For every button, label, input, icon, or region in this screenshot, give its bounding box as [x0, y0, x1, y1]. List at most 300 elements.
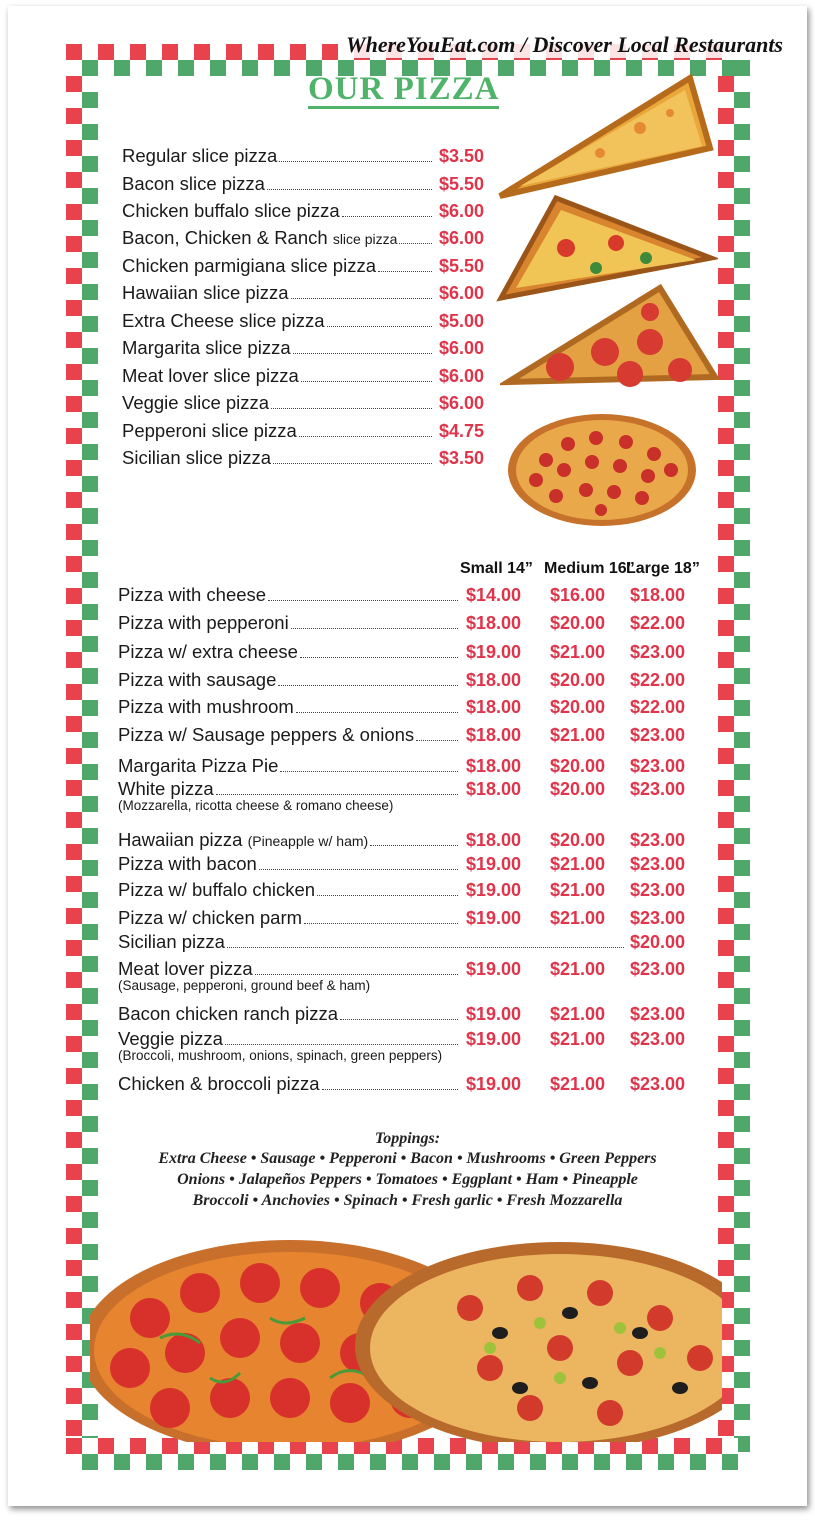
border-square	[718, 780, 734, 796]
pie-name: Bacon chicken ranch pizza	[118, 1003, 339, 1024]
border-square	[594, 1454, 610, 1470]
border-square	[66, 1308, 82, 1324]
border-square	[82, 348, 98, 364]
pie-price-medium: $20.00	[550, 613, 606, 633]
border-square	[354, 1454, 370, 1470]
border-square	[722, 1454, 738, 1470]
border-square	[734, 460, 750, 476]
pie-price-medium: $21.00	[550, 642, 606, 662]
border-square	[66, 1052, 82, 1068]
border-square	[734, 1084, 750, 1100]
pie-suffix: (Pineapple w/ ham)	[247, 833, 369, 849]
slice-price: $3.50	[438, 146, 484, 166]
border-square	[82, 1020, 98, 1036]
border-square	[514, 1454, 530, 1470]
border-square	[562, 1454, 578, 1470]
border-square	[718, 236, 734, 252]
border-square	[66, 668, 82, 684]
pie-price-large: $23.00	[630, 725, 686, 745]
pie-item	[118, 907, 686, 929]
border-square	[66, 1100, 82, 1116]
border-square	[734, 316, 750, 332]
border-square	[718, 716, 734, 732]
border-square	[66, 204, 82, 220]
slice-name: Chicken buffalo slice pizza	[122, 200, 340, 221]
border-square	[66, 1438, 82, 1454]
pie-price-small: $19.00	[466, 854, 522, 874]
border-square	[734, 1244, 750, 1260]
border-square	[98, 1454, 114, 1470]
border-square	[98, 44, 114, 60]
border-square	[82, 476, 98, 492]
border-square	[734, 1036, 750, 1052]
border-square	[734, 572, 750, 588]
border-square	[130, 60, 146, 76]
border-square	[82, 140, 98, 156]
border-square	[210, 60, 226, 76]
border-square	[386, 1454, 402, 1470]
border-square	[66, 1244, 82, 1260]
border-square	[66, 1228, 82, 1244]
border-square	[114, 1454, 130, 1470]
border-square	[734, 892, 750, 908]
border-square	[82, 300, 98, 316]
slice-item	[122, 173, 484, 195]
border-square	[718, 1004, 734, 1020]
pie-price-large: $23.00	[630, 1074, 686, 1094]
border-square	[734, 76, 750, 92]
border-square	[258, 60, 274, 76]
pie-price-medium: $21.00	[550, 959, 606, 979]
border-square	[734, 428, 750, 444]
pie-price-large: $23.00	[630, 959, 686, 979]
border-square	[718, 492, 734, 508]
border-square	[66, 940, 82, 956]
slice-price: $6.00	[438, 283, 484, 303]
border-square	[718, 860, 734, 876]
border-square	[82, 892, 98, 908]
pie-price-large: $23.00	[630, 642, 686, 662]
border-square	[718, 748, 734, 764]
pie-item	[118, 1028, 686, 1050]
border-square	[734, 444, 750, 460]
border-square	[434, 1454, 450, 1470]
slice-name: Extra Cheese slice pizza	[122, 310, 325, 331]
border-square	[734, 524, 750, 540]
slice-price: $6.00	[438, 366, 484, 386]
border-square	[66, 1324, 82, 1340]
border-square	[66, 76, 82, 92]
border-square	[82, 716, 98, 732]
border-square	[66, 620, 82, 636]
border-square	[718, 1052, 734, 1068]
border-square	[82, 188, 98, 204]
slice-item	[122, 227, 484, 249]
slice-price: $6.00	[438, 201, 484, 221]
pie-name: Veggie pizza	[118, 1028, 223, 1049]
border-square	[734, 380, 750, 396]
border-square	[82, 1100, 98, 1116]
border-square	[210, 44, 226, 60]
border-square	[66, 1292, 82, 1308]
border-square	[734, 1324, 750, 1340]
border-square	[734, 172, 750, 188]
border-square	[718, 620, 734, 636]
slice-price: $5.00	[438, 311, 484, 331]
pie-price-large: $23.00	[630, 779, 686, 799]
pie-price-large: $18.00	[630, 585, 686, 605]
border-square	[66, 1454, 82, 1470]
pie-price-small: $19.00	[466, 880, 522, 900]
border-square	[82, 108, 98, 124]
pie-price-small: $19.00	[466, 959, 522, 979]
border-square	[734, 1356, 750, 1372]
slice-item	[122, 420, 484, 442]
border-square	[66, 236, 82, 252]
border-square	[734, 220, 750, 236]
pie-price-medium: $21.00	[550, 1004, 606, 1024]
border-square	[82, 572, 98, 588]
border-square	[734, 668, 750, 684]
border-square	[66, 92, 82, 108]
slice-price: $6.00	[438, 393, 484, 413]
border-square	[578, 1454, 594, 1470]
pie-note: (Broccoli, mushroom, onions, spinach, green peppers)	[118, 1048, 443, 1063]
border-square	[66, 684, 82, 700]
slice-price: $5.50	[438, 256, 484, 276]
pie-price-large: $23.00	[630, 830, 686, 850]
border-square	[82, 60, 98, 76]
pie-price-small: $19.00	[466, 642, 522, 662]
border-square	[82, 812, 98, 828]
border-square	[82, 316, 98, 332]
border-square	[258, 1454, 274, 1470]
size-header-small: Small 14”	[460, 560, 533, 577]
border-square	[734, 556, 750, 572]
border-square	[734, 1212, 750, 1228]
border-square	[82, 1036, 98, 1052]
pie-name: Pizza with mushroom	[118, 696, 294, 717]
border-square	[718, 1212, 734, 1228]
border-square	[274, 44, 290, 60]
pie-price-small: $18.00	[466, 779, 522, 799]
border-square	[290, 44, 306, 60]
slice-price: $5.50	[438, 174, 484, 194]
border-square	[466, 1454, 482, 1470]
border-square	[718, 1100, 734, 1116]
border-square	[718, 172, 734, 188]
border-square	[66, 812, 82, 828]
border-square	[734, 1276, 750, 1292]
border-square	[734, 604, 750, 620]
pie-name: White pizza	[118, 778, 214, 799]
border-square	[734, 108, 750, 124]
border-square	[82, 604, 98, 620]
pie-name: Pizza with sausage	[118, 669, 277, 690]
pie-item	[118, 931, 686, 953]
border-square	[66, 604, 82, 620]
border-square	[146, 60, 162, 76]
border-square	[82, 684, 98, 700]
border-square	[66, 428, 82, 444]
border-square	[734, 1308, 750, 1324]
border-square	[242, 60, 258, 76]
border-square	[66, 876, 82, 892]
pie-price-small: $18.00	[466, 613, 522, 633]
border-square	[322, 1454, 338, 1470]
pie-price-large: $23.00	[630, 854, 686, 874]
border-square	[66, 1420, 82, 1436]
border-square	[66, 1084, 82, 1100]
slice-name: Pepperoni slice pizza	[122, 420, 297, 441]
border-square	[82, 1068, 98, 1084]
border-square	[322, 44, 338, 60]
border-square	[130, 1454, 146, 1470]
border-square	[66, 860, 82, 876]
border-square	[718, 876, 734, 892]
border-square	[498, 1454, 514, 1470]
border-square	[66, 524, 82, 540]
border-square	[66, 1260, 82, 1276]
border-square	[146, 1454, 162, 1470]
bottom-pizzas-image	[90, 1238, 722, 1442]
slice-name: Regular slice pizza	[122, 145, 278, 166]
border-square	[66, 716, 82, 732]
slice-price: $6.00	[438, 228, 484, 248]
border-square	[82, 556, 98, 572]
border-square	[66, 1004, 82, 1020]
pie-price-medium: $20.00	[550, 830, 606, 850]
border-square	[734, 732, 750, 748]
pie-price-medium: $21.00	[550, 908, 606, 928]
border-square	[82, 780, 98, 796]
border-square	[194, 44, 210, 60]
border-square	[718, 428, 734, 444]
pie-name: Pizza with cheese	[118, 584, 267, 605]
border-square	[66, 316, 82, 332]
border-square	[162, 1454, 178, 1470]
border-square	[82, 620, 98, 636]
border-square	[306, 1454, 322, 1470]
pie-item	[118, 669, 686, 691]
border-square	[82, 172, 98, 188]
border-square	[402, 1454, 418, 1470]
border-square	[82, 668, 98, 684]
pie-price-medium: $21.00	[550, 1029, 606, 1049]
border-square	[734, 284, 750, 300]
border-square	[718, 140, 734, 156]
pie-price-medium: $21.00	[550, 1074, 606, 1094]
border-square	[226, 44, 242, 60]
border-square	[734, 492, 750, 508]
border-square	[674, 1454, 690, 1470]
slice-item	[122, 337, 484, 359]
border-square	[66, 300, 82, 316]
border-square	[718, 956, 734, 972]
border-square	[66, 796, 82, 812]
border-square	[66, 748, 82, 764]
border-square	[734, 396, 750, 412]
border-square	[718, 972, 734, 988]
border-square	[718, 812, 734, 828]
pie-item	[118, 696, 686, 718]
border-square	[82, 124, 98, 140]
border-square	[82, 268, 98, 284]
border-square	[82, 748, 98, 764]
border-square	[66, 732, 82, 748]
border-square	[178, 44, 194, 60]
border-square	[66, 540, 82, 556]
border-square	[718, 508, 734, 524]
slice-suffix: slice pizza	[332, 231, 398, 247]
border-square	[66, 476, 82, 492]
border-square	[734, 1260, 750, 1276]
border-square	[718, 412, 734, 428]
border-square	[530, 1454, 546, 1470]
toppings-line: Broccoli • Anchovies • Spinach • Fresh garlic • Fresh Mozzarella	[192, 1192, 623, 1209]
border-square	[734, 812, 750, 828]
border-square	[66, 44, 82, 60]
pie-price-small: $19.00	[466, 1004, 522, 1024]
pie-price-large: $23.00	[630, 1029, 686, 1049]
border-square	[734, 1292, 750, 1308]
pie-item	[118, 829, 686, 851]
border-square	[178, 1454, 194, 1470]
pie-item	[118, 584, 686, 606]
border-square	[734, 860, 750, 876]
pie-name: Pizza with bacon	[118, 853, 257, 874]
toppings-line: Onions • Jalapeños Peppers • Tomatoes • Eggplant • Ham • Pineapple	[177, 1171, 638, 1188]
border-square	[718, 1020, 734, 1036]
border-square	[642, 1454, 658, 1470]
border-square	[242, 44, 258, 60]
border-square	[658, 1454, 674, 1470]
size-header-large: Large 18”	[626, 560, 700, 577]
border-square	[66, 1276, 82, 1292]
border-square	[66, 124, 82, 140]
pie-name: Pizza with pepperoni	[118, 612, 289, 633]
slice-name: Sicilian slice pizza	[122, 447, 272, 468]
border-square	[82, 492, 98, 508]
border-square	[306, 44, 322, 60]
border-square	[734, 300, 750, 316]
border-square	[734, 236, 750, 252]
border-square	[718, 796, 734, 812]
border-square	[82, 924, 98, 940]
border-square	[66, 652, 82, 668]
pie-name: Pizza w/ extra cheese	[118, 641, 298, 662]
border-square	[66, 972, 82, 988]
border-square	[66, 588, 82, 604]
border-square	[178, 60, 194, 76]
border-square	[734, 876, 750, 892]
border-square	[82, 636, 98, 652]
border-square	[734, 1004, 750, 1020]
pie-item	[118, 1073, 686, 1095]
border-square	[82, 588, 98, 604]
border-square	[82, 236, 98, 252]
border-square	[98, 60, 114, 76]
border-square	[82, 524, 98, 540]
slice-name: Bacon slice pizza	[122, 173, 265, 194]
border-square	[82, 364, 98, 380]
border-square	[66, 572, 82, 588]
slice-name: Chicken parmigiana slice pizza	[122, 255, 376, 276]
border-square	[162, 44, 178, 60]
border-square	[82, 156, 98, 172]
pie-item	[118, 778, 686, 800]
pie-note: (Mozzarella, ricotta cheese & romano cheese)	[118, 798, 394, 813]
pepperoni-pizza-image	[506, 410, 702, 530]
pie-name: Meat lover pizza	[118, 958, 253, 979]
pie-price-large: $23.00	[630, 756, 686, 776]
border-square	[82, 956, 98, 972]
border-square	[718, 684, 734, 700]
pie-price-small: $19.00	[466, 908, 522, 928]
pie-price-large: $23.00	[630, 880, 686, 900]
border-square	[734, 780, 750, 796]
slice-name: Bacon, Chicken & Ranch	[122, 227, 328, 248]
border-square	[66, 284, 82, 300]
border-square	[82, 252, 98, 268]
pie-item	[118, 853, 686, 875]
pie-price-large: $20.00	[630, 932, 686, 952]
border-square	[734, 908, 750, 924]
border-square	[82, 380, 98, 396]
border-square	[718, 460, 734, 476]
site-title[interactable]: WhereYouEat.com / Discover Local Restaurants	[346, 32, 783, 57]
border-square	[718, 604, 734, 620]
pie-item	[118, 958, 686, 980]
pie-note: (Sausage, pepperoni, ground beef & ham)	[118, 978, 371, 993]
border-square	[734, 412, 750, 428]
pie-price-small: $18.00	[466, 697, 522, 717]
border-square	[146, 44, 162, 60]
border-square	[338, 1454, 354, 1470]
border-square	[66, 700, 82, 716]
border-square	[66, 988, 82, 1004]
border-square	[734, 1052, 750, 1068]
border-square	[226, 1454, 242, 1470]
border-square	[734, 332, 750, 348]
border-square	[66, 380, 82, 396]
pie-item	[118, 724, 686, 746]
border-square	[734, 940, 750, 956]
pie-price-medium: $20.00	[550, 779, 606, 799]
pie-item	[118, 612, 686, 634]
border-square	[734, 828, 750, 844]
border-square	[734, 508, 750, 524]
slice-price: $4.75	[438, 421, 484, 441]
border-square	[82, 1004, 98, 1020]
border-square	[734, 1020, 750, 1036]
border-square	[82, 972, 98, 988]
slice-name: Hawaiian slice pizza	[122, 282, 289, 303]
border-square	[734, 364, 750, 380]
border-square	[66, 892, 82, 908]
border-square	[82, 460, 98, 476]
pie-price-large: $23.00	[630, 1004, 686, 1024]
border-square	[734, 92, 750, 108]
border-square	[450, 1454, 466, 1470]
border-square	[82, 220, 98, 236]
pie-price-medium: $16.00	[550, 585, 606, 605]
border-square	[66, 140, 82, 156]
pie-price-medium: $21.00	[550, 725, 606, 745]
border-square	[194, 1454, 210, 1470]
border-square	[718, 108, 734, 124]
border-square	[82, 1454, 98, 1470]
